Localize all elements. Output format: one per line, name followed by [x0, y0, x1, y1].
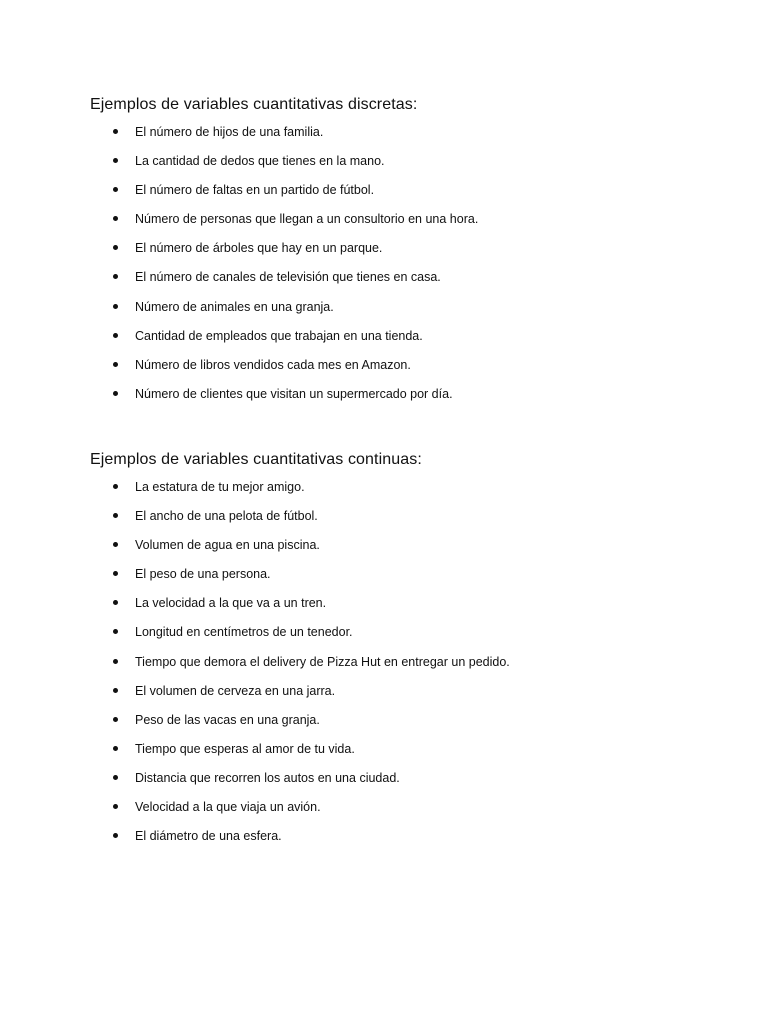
- list-item: [90, 624, 730, 653]
- list-item-text: El número de árboles que hay en un parque.: [135, 241, 383, 256]
- list-item: [90, 269, 730, 298]
- list-item: [90, 741, 730, 770]
- bullet-icon: [113, 274, 118, 279]
- list-item-text: La cantidad de dedos que tienes en la mano.: [135, 154, 385, 169]
- list-item-text: El peso de una persona.: [135, 567, 271, 582]
- list-item: [90, 712, 730, 741]
- list-item: [90, 153, 730, 182]
- list-item: [90, 537, 730, 566]
- bullet-icon: [113, 245, 118, 250]
- list-item-text: Tiempo que demora el delivery de Pizza Hut en entregar un pedido.: [135, 654, 510, 669]
- list-item-text: La estatura de tu mejor amigo.: [135, 480, 305, 494]
- bullet-icon: [113, 629, 118, 634]
- list-item-text: Volumen de agua en una piscina.: [135, 538, 320, 553]
- list-item: [90, 654, 730, 683]
- list-item: [90, 240, 730, 269]
- list-item-text: Número de libros vendidos cada mes en Amazon.: [135, 357, 411, 372]
- list-item: [90, 386, 730, 415]
- list-item-text: El volumen de cerveza en una jarra.: [135, 683, 336, 698]
- bullet-icon: [113, 542, 118, 547]
- bullet-icon: [113, 659, 118, 664]
- bullet-icon: [113, 688, 118, 693]
- bullet-icon: [113, 304, 118, 309]
- list-item-text: Velocidad a la que viaja un avión.: [135, 800, 321, 815]
- bullet-list: [90, 124, 730, 415]
- list-item-text: Distancia que recorren los autos en una ciudad.: [135, 770, 400, 785]
- list-item: [90, 211, 730, 240]
- list-item-text: El ancho de una pelota de fútbol.: [135, 509, 318, 524]
- bullet-icon: [113, 513, 118, 518]
- bullet-icon: [113, 216, 118, 221]
- bullet-icon: [113, 571, 118, 576]
- list-item-text: Longitud en centímetros de un tenedor.: [135, 625, 353, 640]
- list-item: [90, 799, 730, 828]
- list-item: [90, 328, 730, 357]
- bullet-icon: [113, 804, 118, 809]
- bullet-icon: [113, 187, 118, 192]
- bullet-icon: [113, 333, 118, 338]
- list-item-text: Peso de las vacas en una granja.: [135, 712, 320, 727]
- list-item: [90, 508, 730, 537]
- bullet-icon: [113, 484, 118, 489]
- list-item: [90, 357, 730, 386]
- bullet-icon: [113, 362, 118, 367]
- list-item-text: El número de faltas en un partido de fútbol.: [135, 183, 375, 198]
- section-continuous-variables: [90, 449, 730, 857]
- list-item: [90, 124, 730, 153]
- list-item: [90, 299, 730, 328]
- bullet-icon: [113, 600, 118, 605]
- bullet-icon: [113, 717, 118, 722]
- bullet-icon: [113, 775, 118, 780]
- list-item-text: La velocidad a la que va a un tren.: [135, 596, 327, 611]
- section-discrete-variables: [90, 94, 730, 415]
- list-item-text: El número de canales de televisión que tienes en casa.: [135, 270, 441, 285]
- list-item: [90, 182, 730, 211]
- bullet-icon: [113, 833, 118, 838]
- list-item-text: Tiempo que esperas al amor de tu vida.: [135, 741, 355, 756]
- list-item-text: El número de hijos de una familia.: [135, 125, 324, 139]
- list-item-text: Cantidad de empleados que trabajan en una tienda.: [135, 328, 423, 343]
- list-item: [90, 479, 730, 508]
- list-item: [90, 683, 730, 712]
- list-item-text: Número de animales en una granja.: [135, 299, 334, 314]
- section-heading: Ejemplos de variables cuantitativas discretas:: [90, 96, 418, 113]
- list-item: [90, 566, 730, 595]
- list-item: [90, 770, 730, 799]
- bullet-icon: [113, 129, 118, 134]
- list-item-text: Número de personas que llegan a un consultorio en una hora.: [135, 212, 479, 227]
- list-item: [90, 595, 730, 624]
- bullet-icon: [113, 391, 118, 396]
- section-heading: Ejemplos de variables cuantitativas continuas:: [90, 451, 422, 468]
- bullet-icon: [113, 158, 118, 163]
- bullet-list: [90, 479, 730, 857]
- list-item: [90, 828, 730, 857]
- list-item-text: El diámetro de una esfera.: [135, 829, 282, 844]
- list-item-text: Número de clientes que visitan un supermercado por día.: [135, 386, 453, 401]
- bullet-icon: [113, 746, 118, 751]
